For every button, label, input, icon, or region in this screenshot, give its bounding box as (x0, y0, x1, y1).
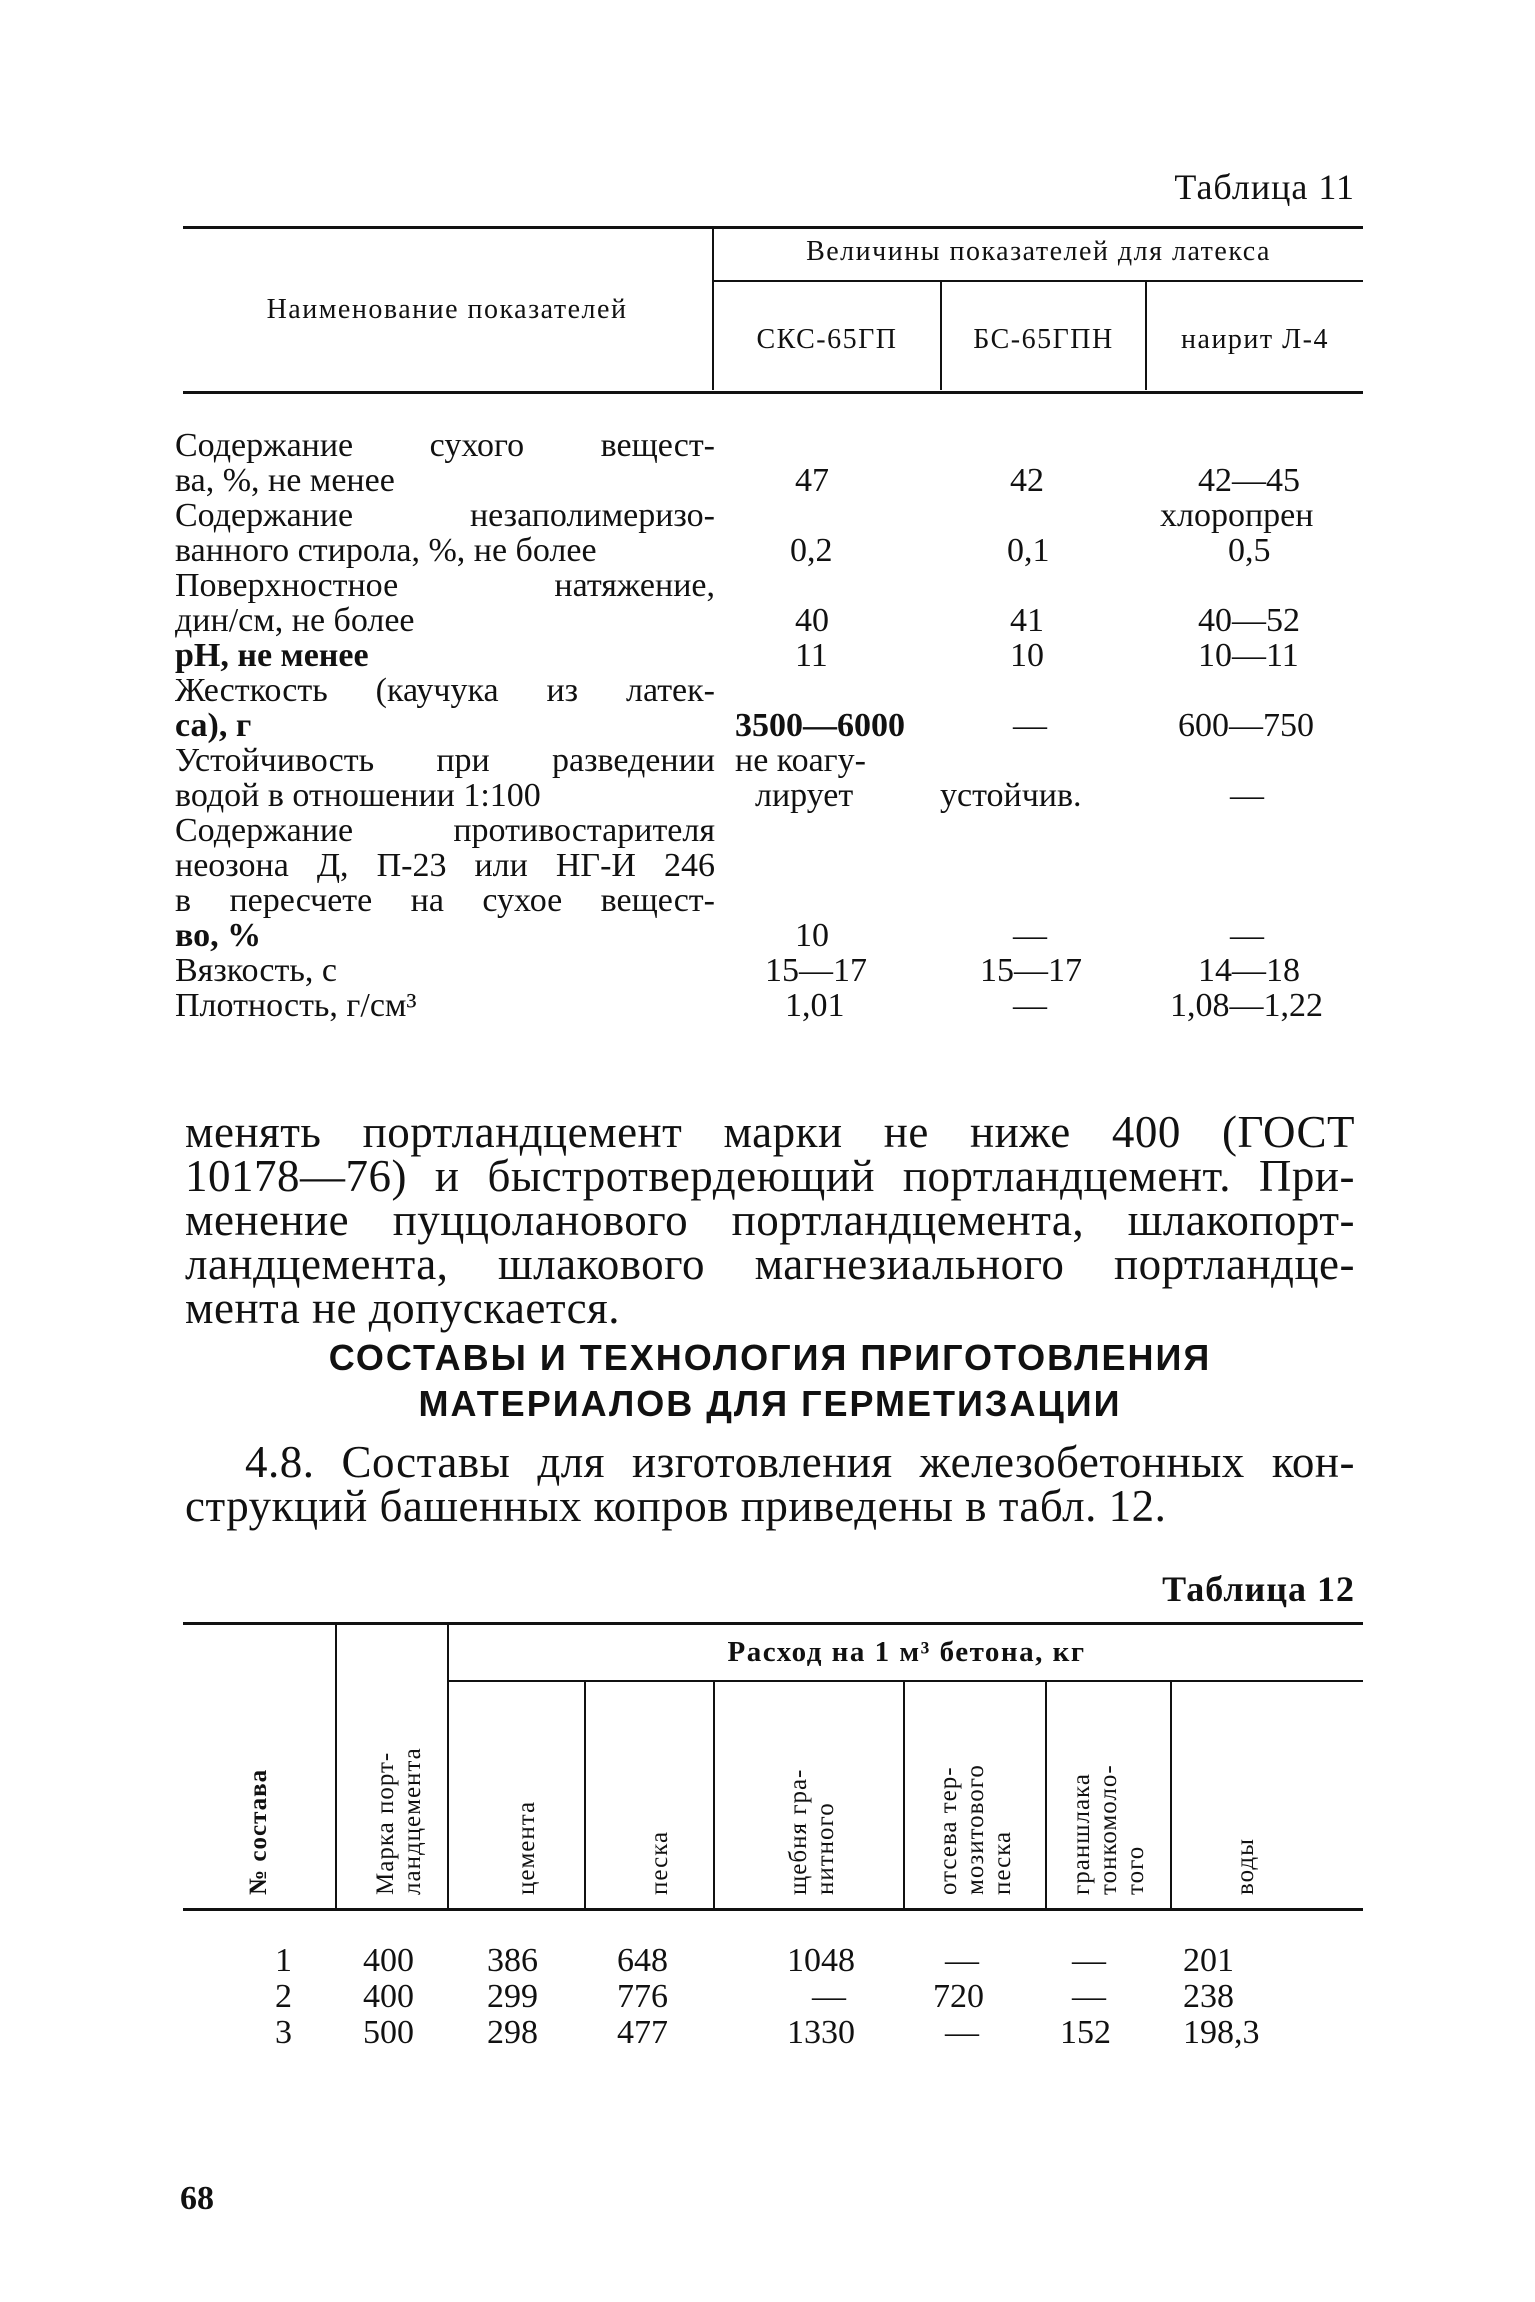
table-12-cell: 238 (1183, 1978, 1234, 2015)
table-12-top-rule (183, 1622, 1363, 1625)
table-12-cell: — (1072, 1978, 1106, 2015)
table-12-cell: 477 (617, 2014, 668, 2051)
table-11-cell: 42 (1010, 462, 1044, 499)
table-11-row-name-line: в пересчете на сухое вещест- (175, 882, 715, 919)
table-12-cell: 500 (363, 2014, 414, 2051)
table-12-cell: 3 (275, 2014, 292, 2051)
table-12-group-header: Расход на 1 м³ бетона, кг (727, 1636, 1086, 1668)
table-11-row-name (175, 988, 715, 1023)
table-11-row-name (175, 498, 715, 568)
table-12-cell: 1 (275, 1942, 292, 1979)
table-12-col-divider-a (335, 1624, 337, 1908)
table-12-col-divider-d (713, 1681, 715, 1908)
table-12-cell: 2 (275, 1978, 292, 2015)
table-12-cell: — (1072, 1942, 1106, 1979)
table-11-row-name (175, 953, 715, 988)
table-11-row-name-line: Жесткость (каучука из латек- (175, 672, 715, 709)
table-12-cell: 298 (487, 2014, 538, 2051)
body-paragraph-4-8 (185, 1437, 1355, 1531)
table-11-cell: не коагу- (735, 742, 866, 779)
vertical-header-line: № состава (245, 1768, 272, 1895)
table-12-col-header-keramzit (935, 1764, 1016, 1895)
table-12-col-divider-e (903, 1681, 905, 1908)
table-11-row-name-line: Плотность, г/см³ (175, 987, 417, 1024)
table-11-cell: 0,2 (790, 532, 833, 569)
table-11-row-name-line: Устойчивость при разведении (175, 742, 715, 779)
paragraph-line: 10178—76) и быстротвердеющий портландцемент. При- (185, 1151, 1355, 1201)
table-12-col-header-number (245, 1769, 272, 1895)
table-11-col-header-sks: СКС-65ГП (756, 324, 898, 355)
table-11-row-name-line: ванного стирола, %, не более (175, 532, 597, 569)
table-11-cell: 40—52 (1198, 602, 1300, 639)
vertical-header-line: ландцемента (399, 1747, 426, 1895)
table-11-row-name-line: Вязкость, с (175, 952, 337, 989)
table-12-col-header-granite (785, 1769, 839, 1895)
table-11-col-header-nairit: наирит Л-4 (1181, 324, 1329, 355)
paragraph-line: 4.8. Составы для изготовления железобетонных кон- (245, 1437, 1355, 1487)
table-12-col-divider-g (1170, 1681, 1172, 1908)
paragraph-line: мента не допускается. (185, 1283, 620, 1333)
table-11-cell: 0,1 (1007, 532, 1050, 569)
vertical-header-line: воды (1232, 1838, 1259, 1895)
vertical-header-line: нитного (812, 1802, 839, 1895)
table-12-col-divider-b (447, 1624, 449, 1908)
table-11-row-name (175, 743, 715, 813)
table-11-cell: — (1013, 917, 1047, 954)
table-11-row-name-line: Поверхностное натяжение, (175, 567, 715, 604)
table-12-cell: 1330 (787, 2014, 855, 2051)
table-11-row-name-line: неозона Д, П-23 или НГ-И 246 (175, 847, 715, 884)
table-11-cell: 1,01 (785, 987, 845, 1024)
table-11-row-name-line: ва, %, не менее (175, 462, 395, 499)
page-number: 68 (180, 2180, 214, 2217)
body-paragraph-continuation (185, 1107, 1355, 1333)
table-11-cell: 10 (1010, 637, 1044, 674)
table-11-row-name (175, 428, 715, 498)
paragraph-line: ландцемента, шлакового магнезиального портландце- (185, 1239, 1355, 1289)
table-11-cell: 10 (795, 917, 829, 954)
table-12-col-divider-f (1045, 1681, 1047, 1908)
table-12-cell: 648 (617, 1942, 668, 1979)
table-12-cell: 1048 (787, 1942, 855, 1979)
table-11-cell: 42—45 (1198, 462, 1300, 499)
table-11-cell: 3500—6000 (735, 707, 905, 744)
vertical-header-line: того (1122, 1845, 1149, 1895)
table-11-cell: 0,5 (1228, 532, 1271, 569)
table-12-cell: 152 (1060, 2014, 1111, 2051)
table-12-caption: Таблица 12 (1162, 1569, 1355, 1609)
table-11-cell: 1,08—1,22 (1170, 987, 1323, 1024)
table-11-group-header: Величины показателей для латекса (806, 236, 1271, 267)
table-11-cell: 47 (795, 462, 829, 499)
table-11-cell: 11 (795, 637, 828, 674)
table-11-caption: Таблица 11 (1174, 167, 1355, 207)
table-11-row-name-line: са), г (175, 707, 252, 744)
section-heading (185, 1335, 1355, 1427)
table-11-row-name (175, 673, 715, 743)
table-11-cell: устойчив. (940, 777, 1082, 814)
paragraph-line: струкций башенных копров приведены в табл. 12. (185, 1481, 1167, 1531)
vertical-header-line: песка (989, 1830, 1016, 1895)
paragraph-line: менение пуццоланового портландцемента, шлакопорт- (185, 1195, 1355, 1245)
table-11-cell: 600—750 (1178, 707, 1314, 744)
table-11-row-name (175, 568, 715, 638)
table-11-row-name-line: Содержание незаполимеризо- (175, 497, 715, 534)
table-12-cell: 299 (487, 1978, 538, 2015)
table-11-col-header-bs: БС-65ГПН (973, 324, 1114, 355)
table-11-cell: 15—17 (980, 952, 1082, 989)
table-11-row-name-line: Содержание сухого вещест- (175, 427, 715, 464)
table-12-cell: 776 (617, 1978, 668, 2015)
table-11-cell: — (1230, 917, 1264, 954)
table-12-cell: — (812, 1978, 846, 2015)
table-11-cell: 10—11 (1198, 637, 1299, 674)
table-11-cell: — (1230, 777, 1264, 814)
table-11-row-name-line: Содержание противостарителя (175, 812, 715, 849)
vertical-header-line: щебня гра- (785, 1768, 812, 1895)
table-12-col-header-sand (646, 1831, 673, 1895)
table-12-col-header-cement (513, 1801, 540, 1895)
table-11-group-rule (712, 280, 1363, 282)
table-11-cell: — (1013, 707, 1047, 744)
vertical-header-line: граншлака (1068, 1773, 1095, 1895)
table-11-cell: 14—18 (1198, 952, 1300, 989)
table-11-row-name-line: водой в отношении 1:100 (175, 777, 541, 814)
table-11-row-name-line: дин/см, не более (175, 602, 415, 639)
table-11-top-rule (183, 226, 1363, 229)
vertical-header-line: отсева тер- (935, 1766, 962, 1895)
vertical-header-line: мозитового (962, 1764, 989, 1895)
table-12-col-header-slag (1068, 1764, 1149, 1895)
table-12-cell: — (945, 1942, 979, 1979)
table-12-cell: 201 (1183, 1942, 1234, 1979)
table-12-cell: 400 (363, 1942, 414, 1979)
table-11-header-bottom-rule (183, 391, 1363, 394)
table-11-cell: хлоропрен (1160, 497, 1314, 534)
section-heading-line: МАТЕРИАЛОВ ДЛЯ ГЕРМЕТИЗАЦИИ (418, 1383, 1122, 1424)
paragraph-line: менять портландцемент марки не ниже 400 (ГОСТ (185, 1107, 1355, 1157)
table-12-cell: 198,3 (1183, 2014, 1260, 2051)
table-12-header-bottom-rule (183, 1908, 1363, 1911)
table-12-cell: — (945, 2014, 979, 2051)
table-11-cell: 15—17 (765, 952, 867, 989)
table-12-col-header-water (1232, 1838, 1259, 1895)
table-11-cell: — (1013, 987, 1047, 1024)
table-11-row-name-line: во, % (175, 917, 262, 954)
table-11-row-name (175, 638, 715, 673)
section-heading-line: СОСТАВЫ И ТЕХНОЛОГИЯ ПРИГОТОВЛЕНИЯ (328, 1337, 1212, 1378)
table-11-name-header: Наименование показателей (266, 294, 628, 325)
table-12-cell: 386 (487, 1942, 538, 1979)
vertical-header-line: песка (646, 1830, 673, 1895)
table-11-row-name (175, 813, 715, 953)
vertical-header-line: тонкомоло- (1095, 1764, 1122, 1895)
table-11-cell: лирует (755, 777, 854, 814)
table-11-cell: 40 (795, 602, 829, 639)
table-12-cell: 720 (933, 1978, 984, 2015)
table-11-row-name-line: pH, не менее (175, 637, 369, 674)
vertical-header-line: Марка порт- (372, 1751, 399, 1895)
table-12-cell: 400 (363, 1978, 414, 2015)
table-11-cell: 41 (1010, 602, 1044, 639)
table-12-col-header-cement-grade (372, 1747, 426, 1895)
table-12-col-divider-c (584, 1681, 586, 1908)
vertical-header-line: цемента (513, 1800, 540, 1895)
